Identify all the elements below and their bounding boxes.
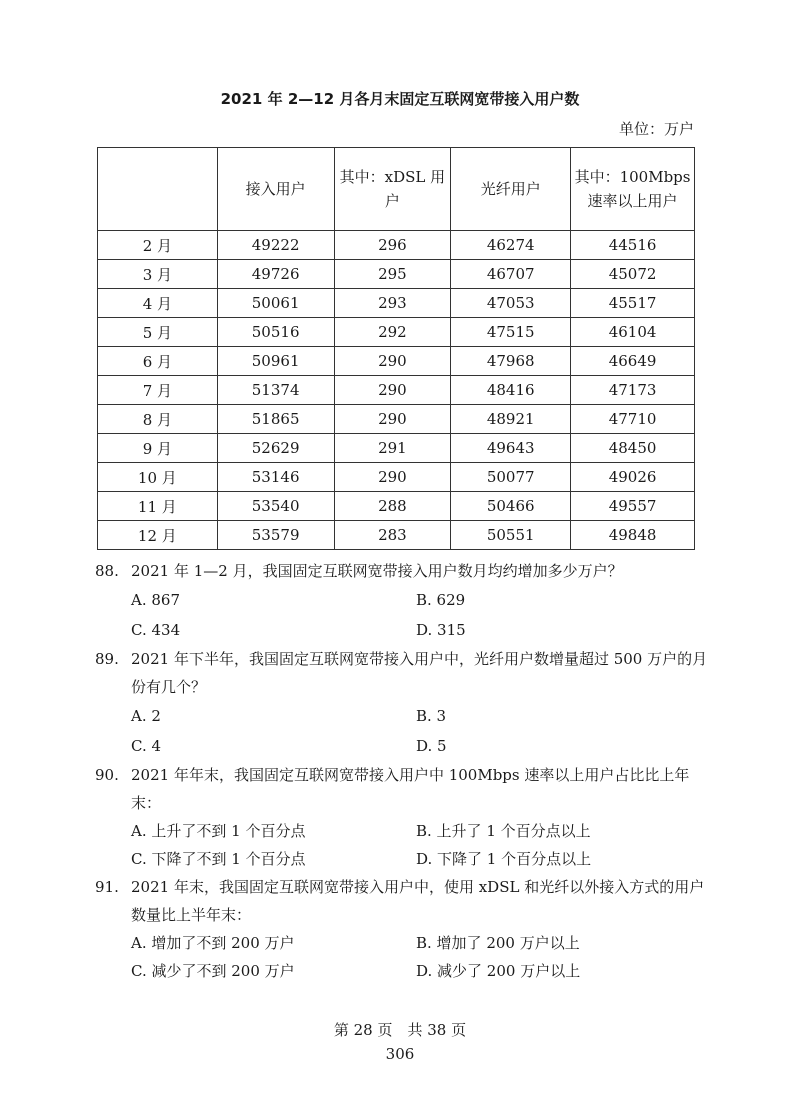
cell-access: 51374 — [217, 376, 334, 405]
cell-100mbps: 45072 — [571, 260, 695, 289]
option-c: C. 4 — [131, 737, 162, 755]
table-row — [98, 231, 695, 260]
cell-fiber: 46274 — [451, 231, 571, 260]
option-a: A. 2 — [131, 707, 161, 725]
broadband-users-table — [97, 147, 695, 550]
cell-access: 52629 — [217, 434, 334, 463]
cell-100mbps: 48450 — [571, 434, 695, 463]
option-b: B. 629 — [416, 591, 466, 609]
option-a: A. 增加了不到 200 万户 — [131, 934, 295, 952]
cell-access: 51865 — [217, 405, 334, 434]
table-row — [98, 492, 695, 521]
cell-month: 11 月 — [98, 492, 218, 521]
option-d: D. 减少了 200 万户以上 — [416, 962, 581, 980]
cell-access: 49726 — [217, 260, 334, 289]
cell-access: 50961 — [217, 347, 334, 376]
table-row — [98, 376, 695, 405]
option-c: C. 434 — [131, 621, 181, 639]
cell-xdsl: 288 — [334, 492, 451, 521]
option-d: D. 下降了 1 个百分点以上 — [416, 850, 592, 868]
page-footer — [0, 1018, 800, 1066]
question-88 — [95, 557, 715, 645]
cell-access: 50061 — [217, 289, 334, 318]
question-90 — [95, 761, 715, 873]
table-row — [98, 347, 695, 376]
cell-xdsl: 293 — [334, 289, 451, 318]
cell-month: 9 月 — [98, 434, 218, 463]
table-title: 2021 年 2—12 月各月末固定互联网宽带接入用户数 — [220, 90, 580, 108]
cell-100mbps: 47173 — [571, 376, 695, 405]
page-info: 第 28 页 共 38 页 — [333, 1021, 467, 1039]
question-number: 91. — [95, 878, 119, 896]
cell-xdsl: 290 — [334, 463, 451, 492]
table-row — [98, 405, 695, 434]
cell-month: 6 月 — [98, 347, 218, 376]
cell-xdsl: 290 — [334, 405, 451, 434]
question-number: 89. — [95, 650, 119, 668]
question-list — [95, 557, 715, 985]
cell-xdsl: 292 — [334, 318, 451, 347]
cell-fiber: 47515 — [451, 318, 571, 347]
table-row — [98, 318, 695, 347]
cell-100mbps: 46649 — [571, 347, 695, 376]
option-c: C. 减少了不到 200 万户 — [131, 962, 295, 980]
option-a: A. 867 — [131, 591, 180, 609]
cell-month: 4 月 — [98, 289, 218, 318]
table-unit: 单位：万户 — [618, 120, 694, 138]
cell-xdsl: 290 — [334, 347, 451, 376]
cell-access: 49222 — [217, 231, 334, 260]
cell-access: 53540 — [217, 492, 334, 521]
cell-100mbps: 49026 — [571, 463, 695, 492]
cell-100mbps: 47710 — [571, 405, 695, 434]
cell-month: 7 月 — [98, 376, 218, 405]
cell-fiber: 47053 — [451, 289, 571, 318]
question-89 — [95, 645, 715, 761]
option-d: D. 5 — [416, 737, 447, 755]
option-b: B. 增加了 200 万户以上 — [416, 934, 580, 952]
cell-month: 12 月 — [98, 521, 218, 550]
option-a: A. 上升了不到 1 个百分点 — [131, 822, 306, 840]
cell-fiber: 48416 — [451, 376, 571, 405]
option-b: B. 上升了 1 个百分点以上 — [416, 822, 591, 840]
cell-fiber: 50077 — [451, 463, 571, 492]
option-c: C. 下降了不到 1 个百分点 — [131, 850, 306, 868]
header-fiber-users: 光纤用户 — [451, 148, 571, 231]
cell-xdsl: 295 — [334, 260, 451, 289]
cell-month: 8 月 — [98, 405, 218, 434]
question-text: 2021 年 1—2 月，我国固定互联网宽带接入用户数月均约增加多少万户？ — [131, 562, 623, 580]
cell-100mbps: 44516 — [571, 231, 695, 260]
table-row — [98, 260, 695, 289]
cell-month: 10 月 — [98, 463, 218, 492]
cell-fiber: 47968 — [451, 347, 571, 376]
option-b: B. 3 — [416, 707, 447, 725]
cell-fiber: 46707 — [451, 260, 571, 289]
cell-month: 3 月 — [98, 260, 218, 289]
header-xdsl-users: 其中：xDSL 用户 — [334, 148, 451, 231]
cell-fiber: 48921 — [451, 405, 571, 434]
cell-xdsl: 291 — [334, 434, 451, 463]
table-row — [98, 434, 695, 463]
cell-fiber: 50466 — [451, 492, 571, 521]
cell-100mbps: 46104 — [571, 318, 695, 347]
header-100mbps-users: 其中：100Mbps 速率以上用户 — [571, 148, 695, 231]
cell-access: 53579 — [217, 521, 334, 550]
header-access-users: 接入用户 — [217, 148, 334, 231]
cell-xdsl: 290 — [334, 376, 451, 405]
question-text: 2021 年末，我国固定互联网宽带接入用户中，使用 xDSL 和光纤以外接入方式的用户数量比上半年末： — [131, 878, 705, 924]
cell-fiber: 50551 — [451, 521, 571, 550]
cell-100mbps: 45517 — [571, 289, 695, 318]
question-91 — [95, 873, 715, 985]
question-text: 2021 年下半年，我国固定互联网宽带接入用户中，光纤用户数增量超过 500 万户的月份有几个？ — [131, 650, 708, 696]
cell-100mbps: 49557 — [571, 492, 695, 521]
cell-100mbps: 49848 — [571, 521, 695, 550]
question-number: 90. — [95, 766, 119, 784]
option-d: D. 315 — [416, 621, 466, 639]
header-month — [98, 148, 218, 231]
table-header-row — [98, 148, 695, 231]
page-number: 306 — [385, 1045, 415, 1063]
cell-xdsl: 296 — [334, 231, 451, 260]
cell-month: 2 月 — [98, 231, 218, 260]
cell-access: 50516 — [217, 318, 334, 347]
table-row — [98, 463, 695, 492]
table-row — [98, 521, 695, 550]
cell-xdsl: 283 — [334, 521, 451, 550]
cell-fiber: 49643 — [451, 434, 571, 463]
cell-month: 5 月 — [98, 318, 218, 347]
question-text: 2021 年年末，我国固定互联网宽带接入用户中 100Mbps 速率以上用户占比比上年末： — [131, 766, 690, 812]
cell-access: 53146 — [217, 463, 334, 492]
question-number: 88. — [95, 562, 119, 580]
table-row — [98, 289, 695, 318]
